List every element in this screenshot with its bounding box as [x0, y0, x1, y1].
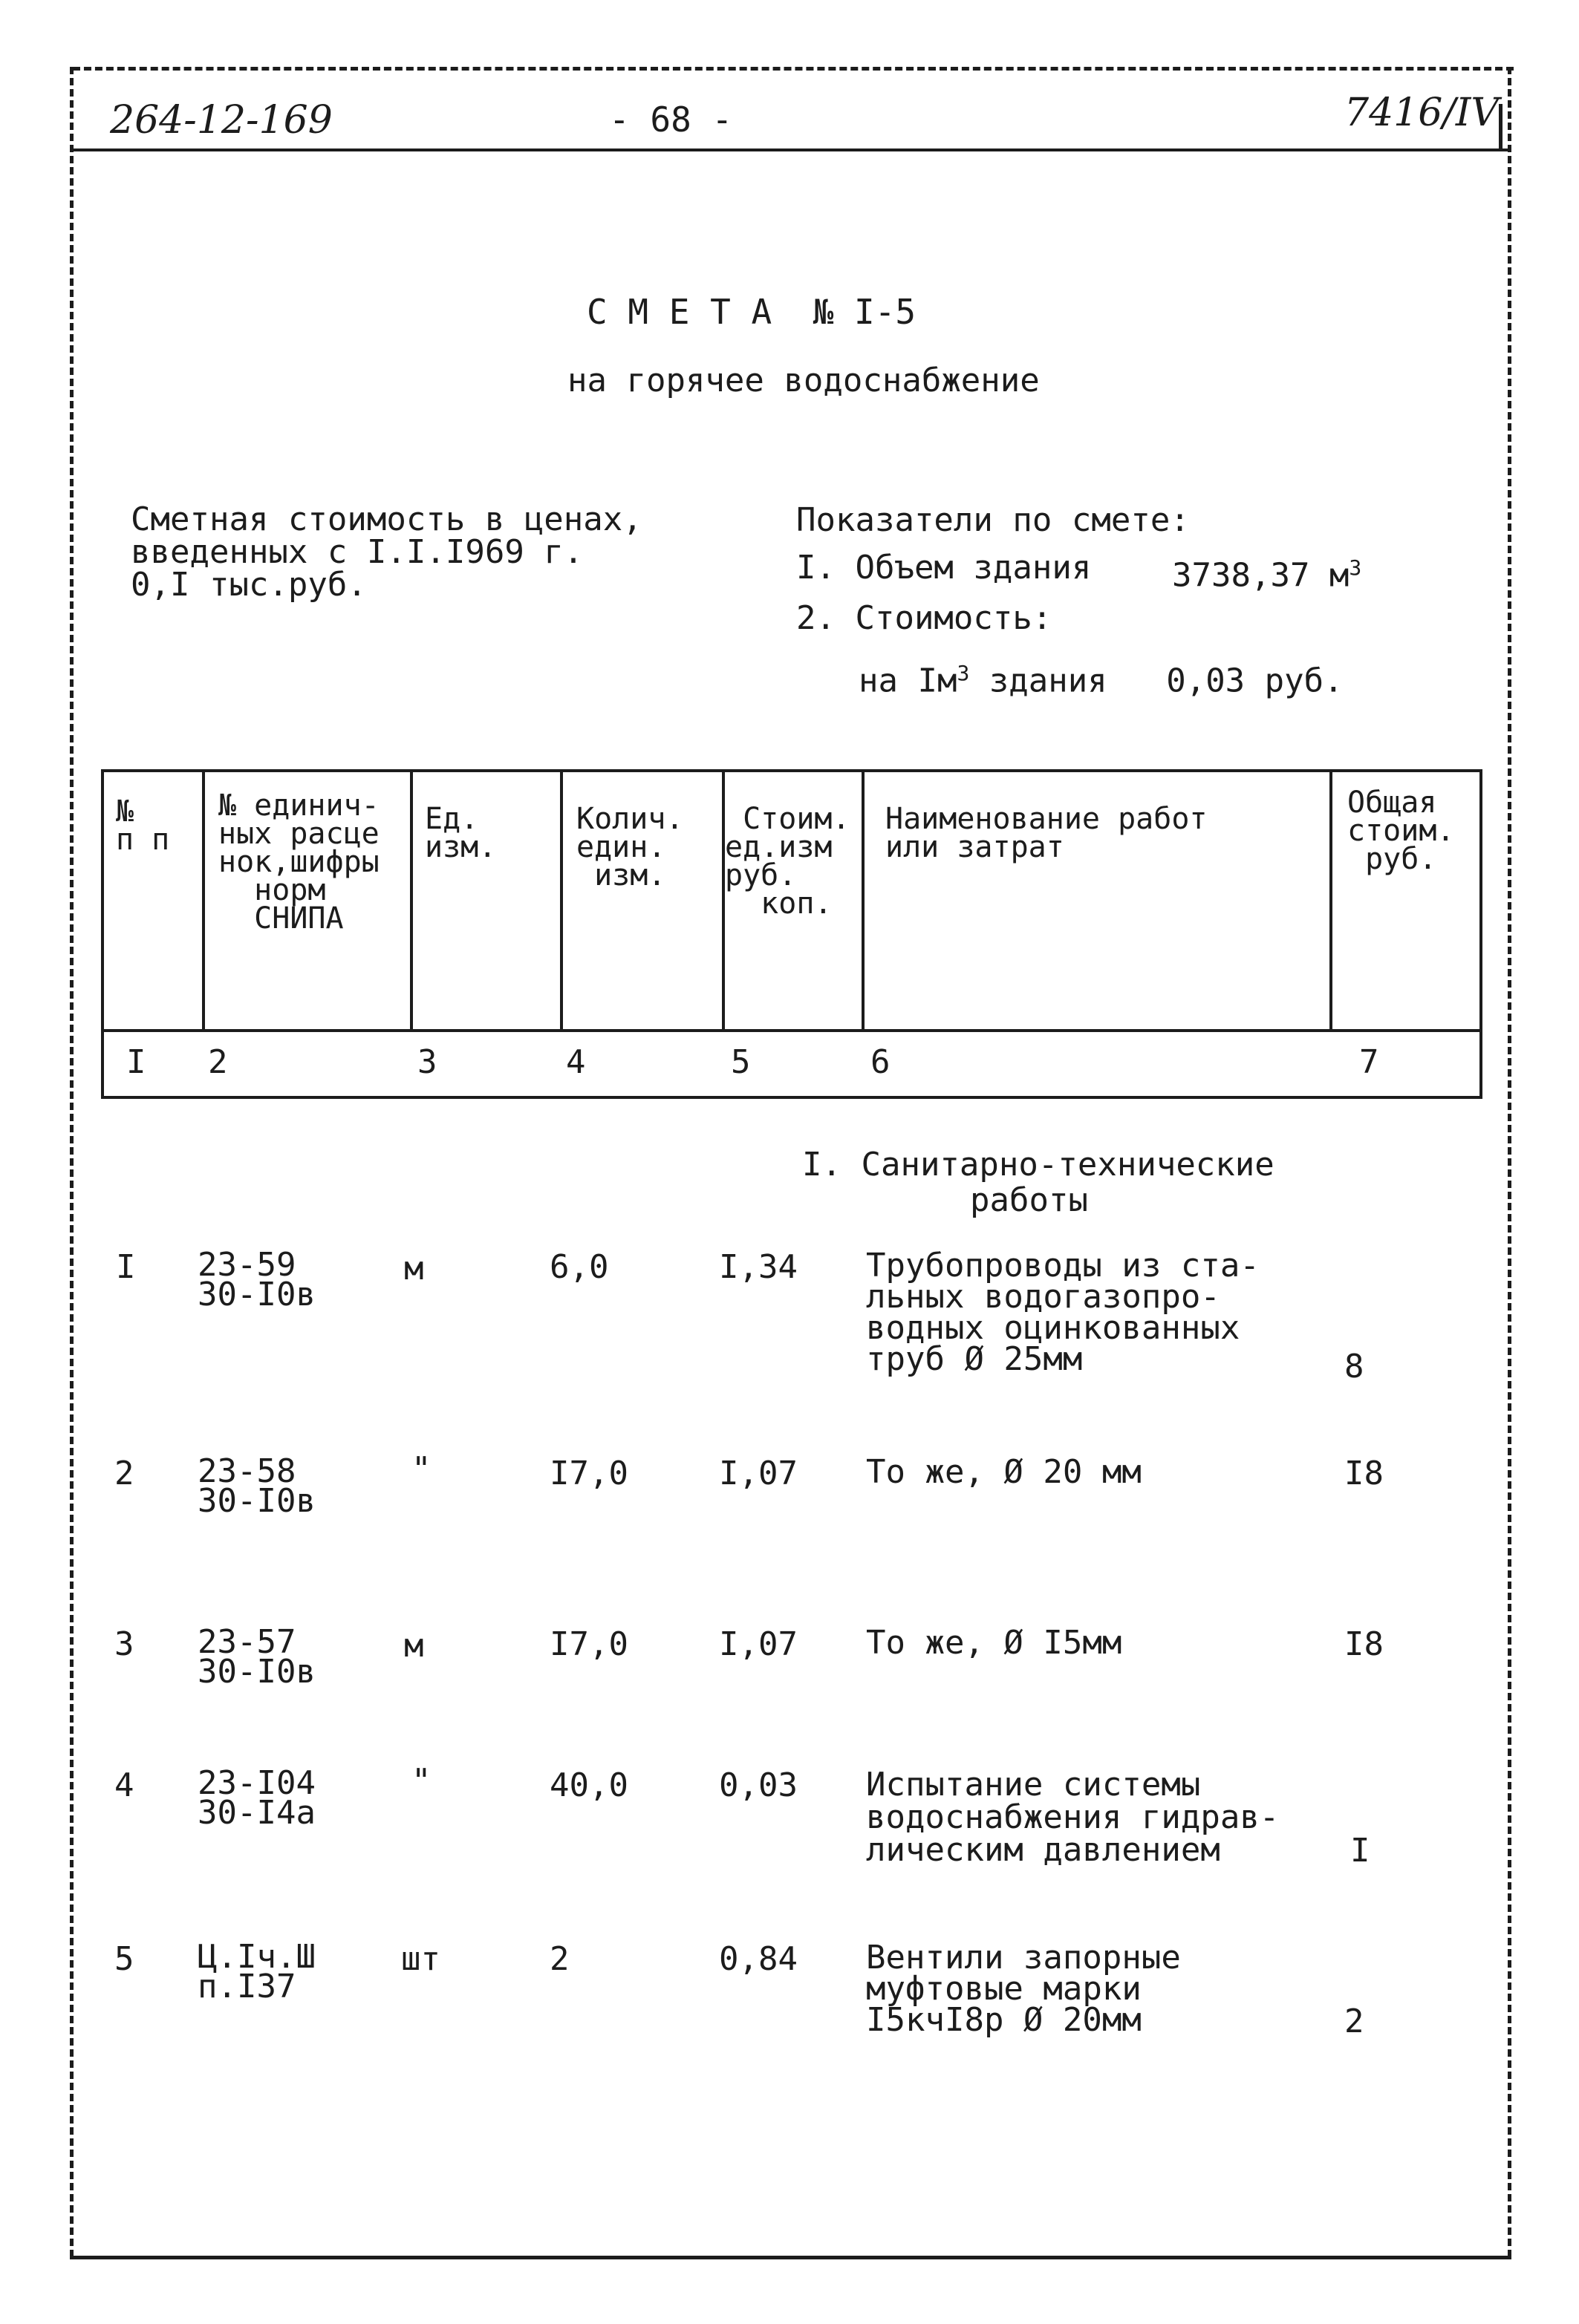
column-divider	[202, 769, 205, 1031]
row-unit: м	[404, 1627, 424, 1665]
row-total: I	[1350, 1832, 1370, 1870]
row-description-line: То же, Ø 20 мм	[866, 1453, 1142, 1491]
row-total: I8	[1344, 1455, 1384, 1492]
col-number: I	[126, 1043, 146, 1081]
row-number: 3	[114, 1625, 134, 1663]
row-description-line: I5кчI8р Ø 20мм	[866, 2001, 1142, 2039]
row-unit-price: 0,84	[719, 1940, 798, 1978]
col-number: 3	[417, 1043, 437, 1081]
row-total: I8	[1344, 1625, 1384, 1663]
row-description-line: водоснабжения гидрав-	[866, 1798, 1280, 1836]
column-divider	[410, 769, 413, 1031]
row-total: 8	[1344, 1348, 1364, 1385]
cost-note	[131, 500, 642, 604]
row-description-line: лическим давлением	[866, 1831, 1220, 1869]
frame-bottom-border	[70, 2256, 1511, 2259]
indicators-heading: Показатели по смете:	[796, 501, 1190, 539]
cost-per-unit-prefix: на Iм	[859, 662, 957, 700]
row-unit: шт	[401, 1940, 440, 1978]
col-header-unit: Ед. изм.	[425, 802, 497, 864]
col-number: 2	[208, 1043, 228, 1081]
col-number: 7	[1359, 1043, 1379, 1081]
row-description-line: Вентили запорные	[866, 1939, 1181, 1977]
row-code	[198, 1452, 316, 1520]
column-divider	[862, 769, 865, 1031]
row-code-line: 23-59	[198, 1246, 296, 1284]
col-header-code: № единич- ных расце нок,шифры норм СНИПА	[218, 789, 380, 936]
row-description	[866, 1247, 1260, 1378]
row-code-line: 30-I4а	[198, 1794, 316, 1832]
row-description-line: муфтовые марки	[866, 1970, 1142, 2008]
row-code	[198, 1938, 316, 2005]
row-description-line: водных оцинкованных	[866, 1309, 1240, 1347]
row-code-line: 30-I0в	[198, 1653, 316, 1691]
column-divider	[1329, 769, 1332, 1031]
doc-code: 264-12-169	[110, 98, 333, 143]
cost-note-line: введенных с I.I.I969 г.	[131, 533, 584, 571]
page-number: - 68 -	[609, 99, 733, 140]
row-code	[198, 1246, 316, 1313]
row-unit: м	[404, 1250, 424, 1287]
header-rule	[73, 148, 1510, 151]
row-unit-price: I,07	[719, 1455, 798, 1492]
column-divider	[560, 769, 563, 1031]
row-code-line: 23-I04	[198, 1764, 316, 1802]
volume-unit-sup: 3	[1349, 555, 1362, 580]
row-quantity: 6,0	[550, 1248, 609, 1286]
row-description	[866, 1939, 1181, 2039]
row-number: 5	[114, 1940, 134, 1978]
frame-top-border	[73, 67, 1514, 71]
cost-per-unit-suffix: здания 0,03 руб.	[969, 662, 1344, 700]
col-header-qty: Колич. един. изм.	[576, 802, 684, 892]
row-unit: "	[411, 1450, 432, 1488]
col-header-price: Стоим. ед.изм руб. коп.	[725, 802, 850, 921]
frame-left-border	[70, 67, 74, 2257]
section-title-cont: работы	[970, 1181, 1088, 1219]
page-title: С М Е Т А № I-5	[587, 292, 917, 332]
cost-label: 2. Стоимость:	[796, 599, 1052, 637]
section-title: I. Санитарно-технические	[802, 1146, 1274, 1184]
row-code	[198, 1764, 316, 1832]
cost-per-unit	[859, 656, 1344, 699]
row-code-line: 23-58	[198, 1452, 296, 1490]
row-description	[866, 1453, 1142, 1491]
row-unit: "	[411, 1762, 432, 1800]
row-code-line: 30-I0в	[198, 1276, 316, 1313]
volume-value	[1172, 551, 1361, 593]
frame-right-border	[1508, 67, 1511, 2257]
row-quantity: 2	[550, 1940, 570, 1978]
volume-value-text: 3738,37 м	[1172, 556, 1350, 595]
col-header-num: № п п	[116, 794, 170, 857]
row-description	[866, 1624, 1122, 1662]
page-subtitle: на горячее водоснабжение	[567, 362, 1040, 399]
row-code-line: 23-57	[198, 1623, 296, 1661]
row-description-line: То же, Ø I5мм	[866, 1624, 1122, 1662]
row-quantity: I7,0	[550, 1625, 628, 1663]
cost-note-line: 0,I тыс.руб.	[131, 566, 367, 604]
row-number: I	[116, 1248, 136, 1286]
sheet-code: 7416/IV	[1344, 91, 1499, 135]
cost-per-unit-sup: 3	[957, 661, 970, 685]
row-code-line: Ц.Iч.Ш	[198, 1938, 316, 1976]
row-unit-price: I,34	[719, 1248, 798, 1286]
row-description-line: труб Ø 25мм	[866, 1340, 1083, 1378]
volume-label: I. Объем здания	[796, 549, 1092, 587]
col-number: 6	[870, 1043, 891, 1081]
col-header-total: Общая стоим. руб.	[1347, 786, 1455, 876]
cost-note-line: Сметная стоимость в ценах,	[131, 500, 642, 538]
row-quantity: I7,0	[550, 1455, 628, 1492]
col-header-desc: Наименование работ или затрат	[885, 802, 1208, 864]
row-description	[866, 1766, 1280, 1869]
row-description-line: Трубопроводы из ста-	[866, 1247, 1260, 1285]
col-number: 5	[731, 1043, 751, 1081]
row-code-line: 30-I0в	[198, 1482, 316, 1520]
row-unit-price: I,07	[719, 1625, 798, 1663]
row-description-line: Испытание системы	[866, 1766, 1201, 1804]
row-number: 2	[114, 1455, 134, 1492]
column-number-divider	[101, 1029, 1482, 1032]
row-unit-price: 0,03	[719, 1766, 798, 1804]
row-quantity: 40,0	[550, 1766, 628, 1804]
row-number: 4	[114, 1766, 134, 1804]
row-description-line: льных водогазопро-	[866, 1278, 1220, 1316]
header-corner-tick	[1499, 104, 1503, 150]
row-code-line: п.I37	[198, 1968, 296, 2005]
row-total: 2	[1344, 2003, 1364, 2040]
col-number: 4	[566, 1043, 586, 1081]
row-code	[198, 1623, 316, 1691]
